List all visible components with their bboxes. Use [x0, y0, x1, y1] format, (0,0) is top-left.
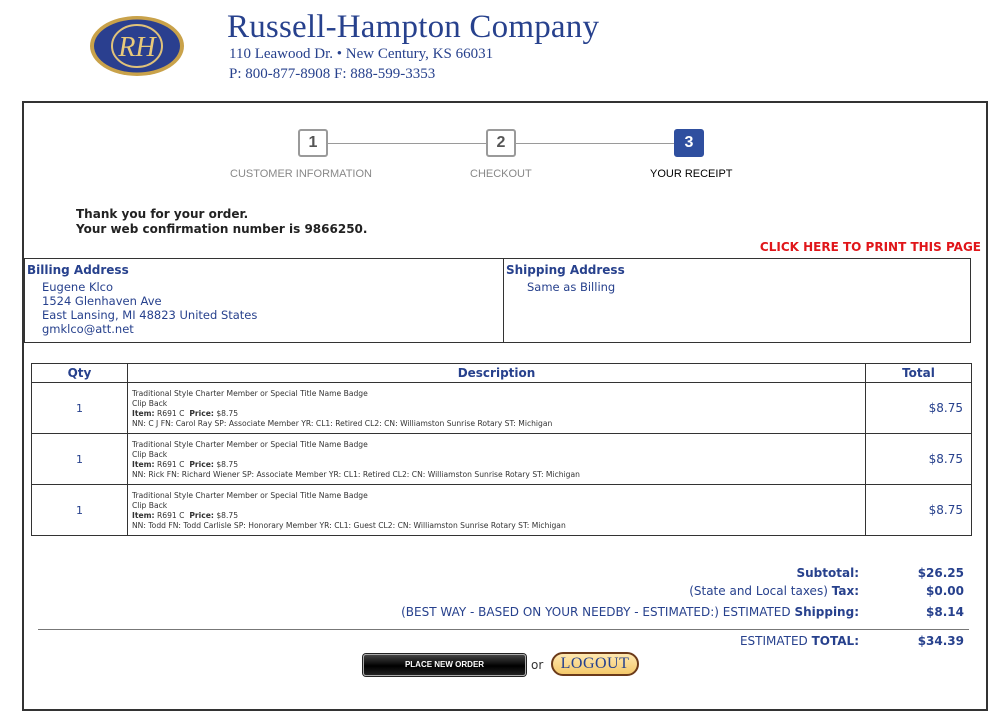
- billing-heading: Billing Address: [27, 263, 129, 277]
- product-title: Traditional Style Charter Member or Special Title Name Badge: [132, 440, 368, 449]
- item-price: $8.75: [216, 409, 239, 418]
- billing-street: 1524 Glenhaven Ave: [42, 294, 162, 308]
- row-qty: 1: [32, 434, 128, 485]
- step-1-box: 1: [298, 129, 328, 157]
- total-divider: [38, 629, 969, 630]
- product-details: NN: Todd FN: Todd Carlisle SP: Honorary Member YR: CL1: Guest CL2: CN: Williamston Sunrise Rotary ST: Michigan: [132, 521, 566, 530]
- print-page-link[interactable]: CLICK HERE TO PRINT THIS PAGE: [759, 240, 981, 254]
- step-connector: [328, 143, 486, 144]
- subtotal-label: Subtotal:: [796, 566, 859, 580]
- total-label: [740, 634, 859, 648]
- step-3-box: 3: [674, 129, 704, 157]
- address-box: [24, 258, 971, 343]
- or-text: or: [531, 658, 544, 672]
- company-logo: [88, 14, 186, 78]
- total-label-text: TOTAL:: [811, 634, 859, 648]
- product-item-price: [132, 460, 861, 470]
- shipping-label-text: Shipping:: [794, 605, 859, 619]
- table-header-row: [32, 364, 972, 383]
- item-label: Item:: [132, 409, 155, 418]
- confirmation-message: [76, 207, 367, 237]
- qty-header: Qty: [32, 364, 128, 383]
- description-header: Description: [128, 364, 866, 383]
- shipping-prefix: (BEST WAY - BASED ON YOUR NEEDBY - ESTIMATED:) ESTIMATED: [401, 605, 791, 619]
- step-connector: [516, 143, 674, 144]
- row-total: $8.75: [866, 485, 972, 536]
- logout-button[interactable]: LOGOUT: [551, 652, 639, 676]
- product-option: Clip Back: [132, 501, 168, 510]
- row-qty: 1: [32, 383, 128, 434]
- svg-text:RH: RH: [118, 32, 156, 63]
- receipt-panel: [22, 101, 988, 711]
- thank-you-text: Thank you for your order.: [76, 207, 249, 221]
- product-option: Clip Back: [132, 399, 168, 408]
- table-row: [32, 383, 972, 434]
- total-prefix: ESTIMATED: [739, 634, 808, 648]
- step-2-label: CHECKOUT: [470, 168, 532, 180]
- shipping-label: [401, 605, 859, 619]
- total-value: $34.39: [917, 634, 964, 648]
- shipping-value: $8.14: [926, 605, 964, 619]
- confirmation-number-text: Your web confirmation number is 9866250.: [76, 222, 368, 236]
- shipping-address: [504, 259, 970, 342]
- product-details: NN: Rick FN: Richard Wiener SP: Associate Member YR: CL1: Retired CL2: CN: Williamston Sunrise Rotary ST: Michigan: [132, 470, 580, 479]
- step-1-label: CUSTOMER INFORMATION: [230, 168, 372, 180]
- product-option: Clip Back: [132, 450, 168, 459]
- table-row: [32, 485, 972, 536]
- tax-prefix: (State and Local taxes): [689, 584, 828, 598]
- price-label: Price:: [189, 460, 214, 469]
- item-price: $8.75: [216, 460, 239, 469]
- item-label: Item:: [132, 511, 155, 520]
- table-row: [32, 434, 972, 485]
- price-label: Price:: [189, 409, 214, 418]
- place-new-order-button[interactable]: PLACE NEW ORDER: [363, 654, 526, 676]
- product-item-price: [132, 409, 861, 419]
- billing-name: Eugene Klco: [42, 280, 114, 294]
- billing-city: East Lansing, MI 48823 United States: [42, 308, 258, 322]
- step-2-box: 2: [486, 129, 516, 157]
- row-qty: 1: [32, 485, 128, 536]
- row-total: $8.75: [866, 434, 972, 485]
- billing-email: gmklco@att.net: [42, 322, 134, 336]
- shipping-heading: Shipping Address: [506, 263, 625, 277]
- total-header: Total: [866, 364, 972, 383]
- item-code: R691 C: [156, 460, 185, 469]
- step-3-label: YOUR RECEIPT: [650, 168, 733, 180]
- item-code: R691 C: [156, 409, 185, 418]
- product-title: Traditional Style Charter Member or Special Title Name Badge: [132, 389, 368, 398]
- subtotal-value: $26.25: [917, 566, 964, 580]
- shipping-same-as-billing: Same as Billing: [527, 280, 616, 294]
- tax-label-text: Tax:: [831, 584, 859, 598]
- order-table: [31, 363, 972, 536]
- product-item-price: [132, 511, 861, 521]
- item-code: R691 C: [156, 511, 185, 520]
- item-label: Item:: [132, 460, 155, 469]
- company-phone: P: 800-877-8908 F: 888-599-3353: [229, 66, 436, 82]
- billing-address: [25, 259, 504, 342]
- product-details: NN: C J FN: Carol Ray SP: Associate Member YR: CL1: Retired CL2: CN: Williamston Sunrise Rotary ST: Michigan: [132, 419, 553, 428]
- row-description: [128, 434, 866, 485]
- tax-value: $0.00: [926, 584, 964, 598]
- tax-label: [689, 584, 859, 598]
- product-title: Traditional Style Charter Member or Special Title Name Badge: [132, 491, 368, 500]
- item-price: $8.75: [216, 511, 239, 520]
- company-address: 110 Leawood Dr. • New Century, KS 66031: [229, 46, 494, 62]
- row-description: [128, 383, 866, 434]
- company-name: Russell-Hampton Company: [227, 9, 600, 45]
- row-description: [128, 485, 866, 536]
- row-total: $8.75: [866, 383, 972, 434]
- price-label: Price:: [189, 511, 214, 520]
